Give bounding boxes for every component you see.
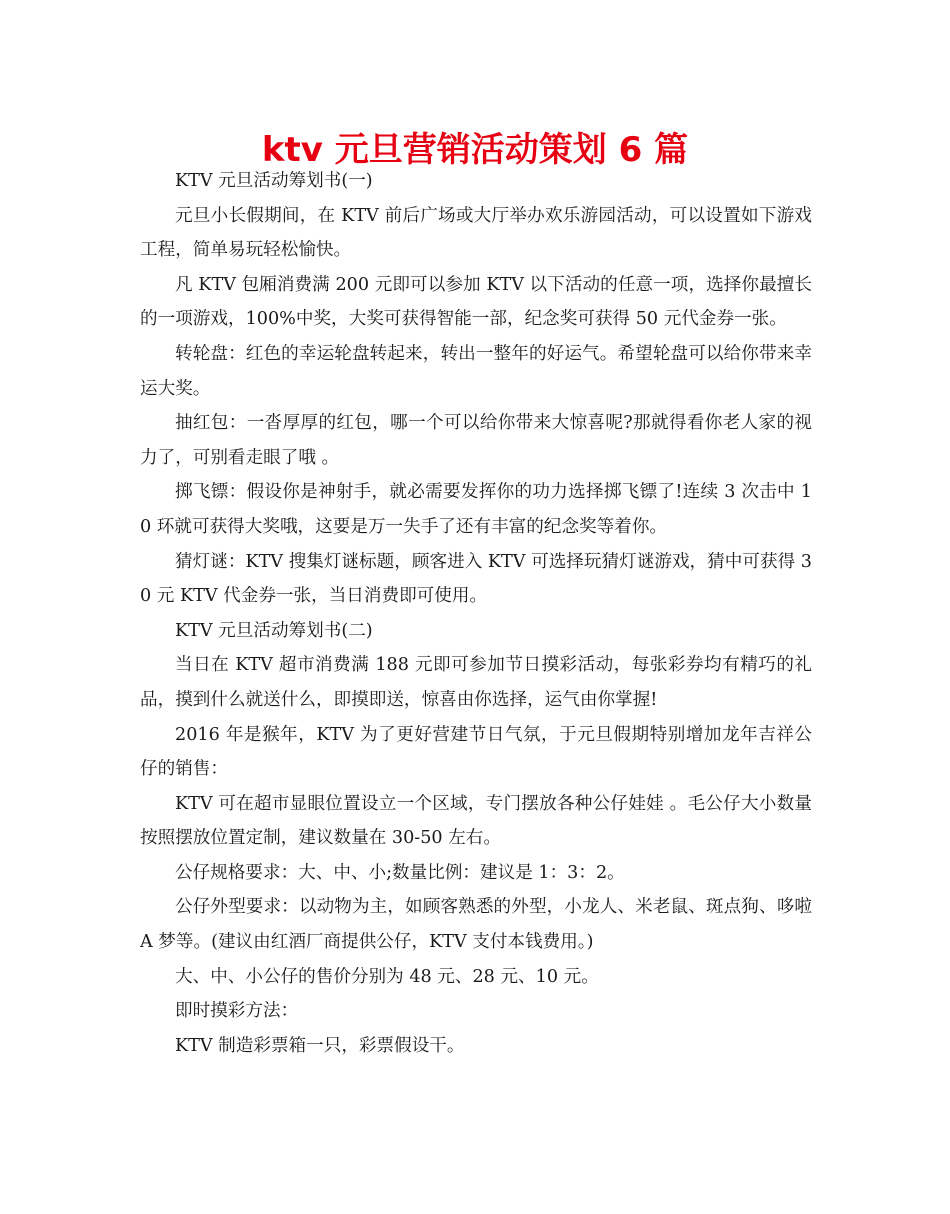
- paragraph-2: 元旦小长假期间，在 KTV 前后广场或大厅举办欢乐游园活动，可以设置如下游戏工程，简单易玩轻松愉快。: [140, 205, 812, 261]
- paragraph-16: KTV 制造彩票箱一只，彩票假设干。: [175, 1035, 465, 1056]
- paragraph-10: 2016 年是猴年，KTV 为了更好营建节日气氛，于元旦假期特别增加龙年吉祥公仔的销售：: [140, 724, 812, 780]
- paragraph-4: 转轮盘：红色的幸运轮盘转起来，转出一整年的好运气。希望轮盘可以给你带来幸运大奖。: [140, 343, 812, 399]
- paragraph-6: 掷飞镖：假设你是神射手，就必需要发挥你的功力选择掷飞镖了!连续 3 次击中 10 环就可获得大奖哦，这要是万一失手了还有丰富的纪念奖等着你。: [140, 482, 812, 537]
- document-title: ktv 元旦营销活动策划 6 篇: [261, 130, 689, 170]
- paragraph-9: 当日在 KTV 超市消费满 188 元即可参加节日摸彩活动，每张彩券均有精巧的礼品，摸到什么就送什么，即摸即送，惊喜由你选择，运气由你掌握!: [140, 655, 812, 710]
- paragraph-14: 大、中、小公仔的售价分别为 48 元、28 元、10 元。: [175, 966, 599, 987]
- paragraph-1: KTV 元旦活动筹划书(一): [175, 171, 373, 191]
- document-body: [140, 164, 812, 1063]
- paragraph-7: 猜灯谜：KTV 搜集灯谜标题，顾客进入 KTV 可选择玩猜灯谜游戏，猜中可获得 30 元 KTV 代金券一张，当日消费即可使用。: [140, 551, 812, 607]
- paragraph-11: KTV 可在超市显眼位置设立一个区域，专门摆放各种公仔娃娃 。毛公仔大小数量按照摆放位置定制，建议数量在 30-50 左右。: [140, 793, 812, 849]
- paragraph-3: 凡 KTV 包厢消费满 200 元即可以参加 KTV 以下活动的任意一项，选择你最擅长的一项游戏，100%中奖，大奖可获得智能一部，纪念奖可获得 50 元代金券一张。: [140, 274, 812, 330]
- paragraph-5: 抽红包：一沓厚厚的红包，哪一个可以给你带来大惊喜呢?那就得看你老人家的视力了，可别看走眼了哦 。: [140, 413, 812, 468]
- paragraph-12: 公仔规格要求：大、中、小;数量比例：建议是 1：3：2。: [175, 862, 625, 883]
- paragraph-8: KTV 元旦活动筹划书(二): [175, 620, 373, 641]
- paragraph-15: 即时摸彩方法：: [175, 1001, 299, 1022]
- paragraph-13: 公仔外型要求：以动物为主，如顾客熟悉的外型，小龙人、米老鼠、斑点狗、哆啦 A 梦等。(建议由红酒厂商提供公仔，KTV 支付本钱费用。): [140, 897, 812, 953]
